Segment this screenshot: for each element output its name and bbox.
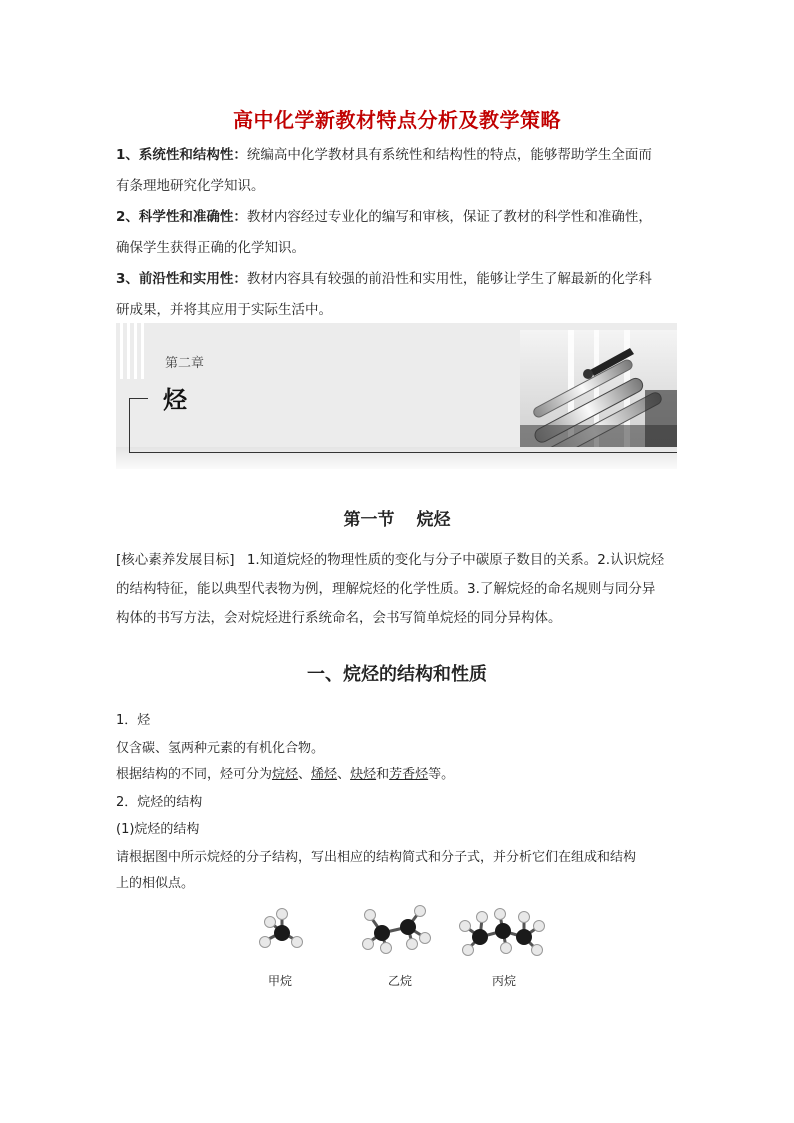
point-label: 1、系统性和结构性： xyxy=(116,147,247,163)
test-tube-photo xyxy=(520,330,677,447)
banner-baseline xyxy=(129,452,677,453)
point-label: 3、前沿性和实用性： xyxy=(116,271,247,287)
banner-shade xyxy=(116,447,677,469)
goals-line2: 的结构特征，能以典型代表物为例，理解烷烃的化学性质。3.了解烷烃的命名规则与同分异 xyxy=(116,581,656,597)
type-alkene: 烯烃 xyxy=(311,767,338,782)
conjunction: 和 xyxy=(376,767,390,782)
point-text-cont: 确保学生获得正确的化学知识。 xyxy=(116,240,305,256)
banner-stripe xyxy=(127,323,130,379)
separator: 、 xyxy=(298,767,312,782)
type-alkyne: 炔烃 xyxy=(350,767,377,782)
type-alkane: 烷烃 xyxy=(272,767,299,782)
banner-stripe xyxy=(141,323,144,379)
chapter-number: 第二章 xyxy=(165,356,205,371)
instruction-line1: 请根据图中所示烷烃的分子结构，写出相应的结构简式和分子式，并分析它们在组成和结构 xyxy=(116,850,637,865)
type-aromatic: 芳香烃 xyxy=(389,767,429,782)
methane-model xyxy=(255,905,305,955)
banner-bracket xyxy=(129,398,148,453)
point-3 xyxy=(116,264,678,326)
classification xyxy=(116,762,682,788)
ethane-label: 乙烷 xyxy=(388,974,413,988)
point-text-cont: 研成果，并将其应用于实际生活中。 xyxy=(116,302,332,318)
point-1 xyxy=(116,140,678,202)
ethane-model xyxy=(360,903,435,955)
item-1: 1．烃 xyxy=(116,713,151,728)
item-2: 2．烷烃的结构 xyxy=(116,795,203,810)
propane-label: 丙烷 xyxy=(492,974,517,988)
classify-post: 等。 xyxy=(428,767,455,782)
instruction xyxy=(116,845,682,897)
document-title: 高中化学新教材特点分析及教学策略 xyxy=(233,108,561,132)
definition: 仅含碳、氢两种元素的有机化合物。 xyxy=(116,741,325,756)
point-text: 教材内容具有较强的前沿性和实用性，能够让学生了解最新的化学科 xyxy=(246,271,652,287)
banner-stripe xyxy=(134,323,137,379)
section-name: 烷烃 xyxy=(416,510,451,530)
sub-item-1: (1)烷烃的结构 xyxy=(116,822,200,837)
classify-pre: 根据结构的不同，烃可分为 xyxy=(116,767,273,782)
point-2 xyxy=(116,202,678,264)
goals-line3: 构体的书写方法，会对烷烃进行系统命名，会书写简单烷烃的同分异构体。 xyxy=(116,610,562,626)
goals-tag: [核心素养发展目标] xyxy=(116,552,235,568)
separator: 、 xyxy=(337,767,351,782)
section-title xyxy=(0,505,794,530)
point-text: 统编高中化学教材具有系统性和结构性的特点，能够帮助学生全面而 xyxy=(246,147,652,163)
chapter-title: 烃 xyxy=(163,386,187,414)
goals-line1: 1.知道烷烃的物理性质的变化与分子中碳原子数目的关系。2.认识烷烃 xyxy=(246,552,665,568)
propane-model xyxy=(458,905,548,957)
core-goals xyxy=(116,546,678,633)
point-text: 教材内容经过专业化的编写和审核，保证了教材的科学性和准确性， xyxy=(246,209,652,225)
point-label: 2、科学性和准确性： xyxy=(116,209,247,225)
banner-stripe xyxy=(120,323,123,379)
instruction-line2: 上的相似点。 xyxy=(116,876,195,891)
part-heading: 一、烷烃的结构和性质 xyxy=(307,664,487,685)
section-number: 第一节 xyxy=(343,510,395,530)
point-text-cont: 有条理地研究化学知识。 xyxy=(116,178,265,194)
methane-label: 甲烷 xyxy=(268,974,293,988)
